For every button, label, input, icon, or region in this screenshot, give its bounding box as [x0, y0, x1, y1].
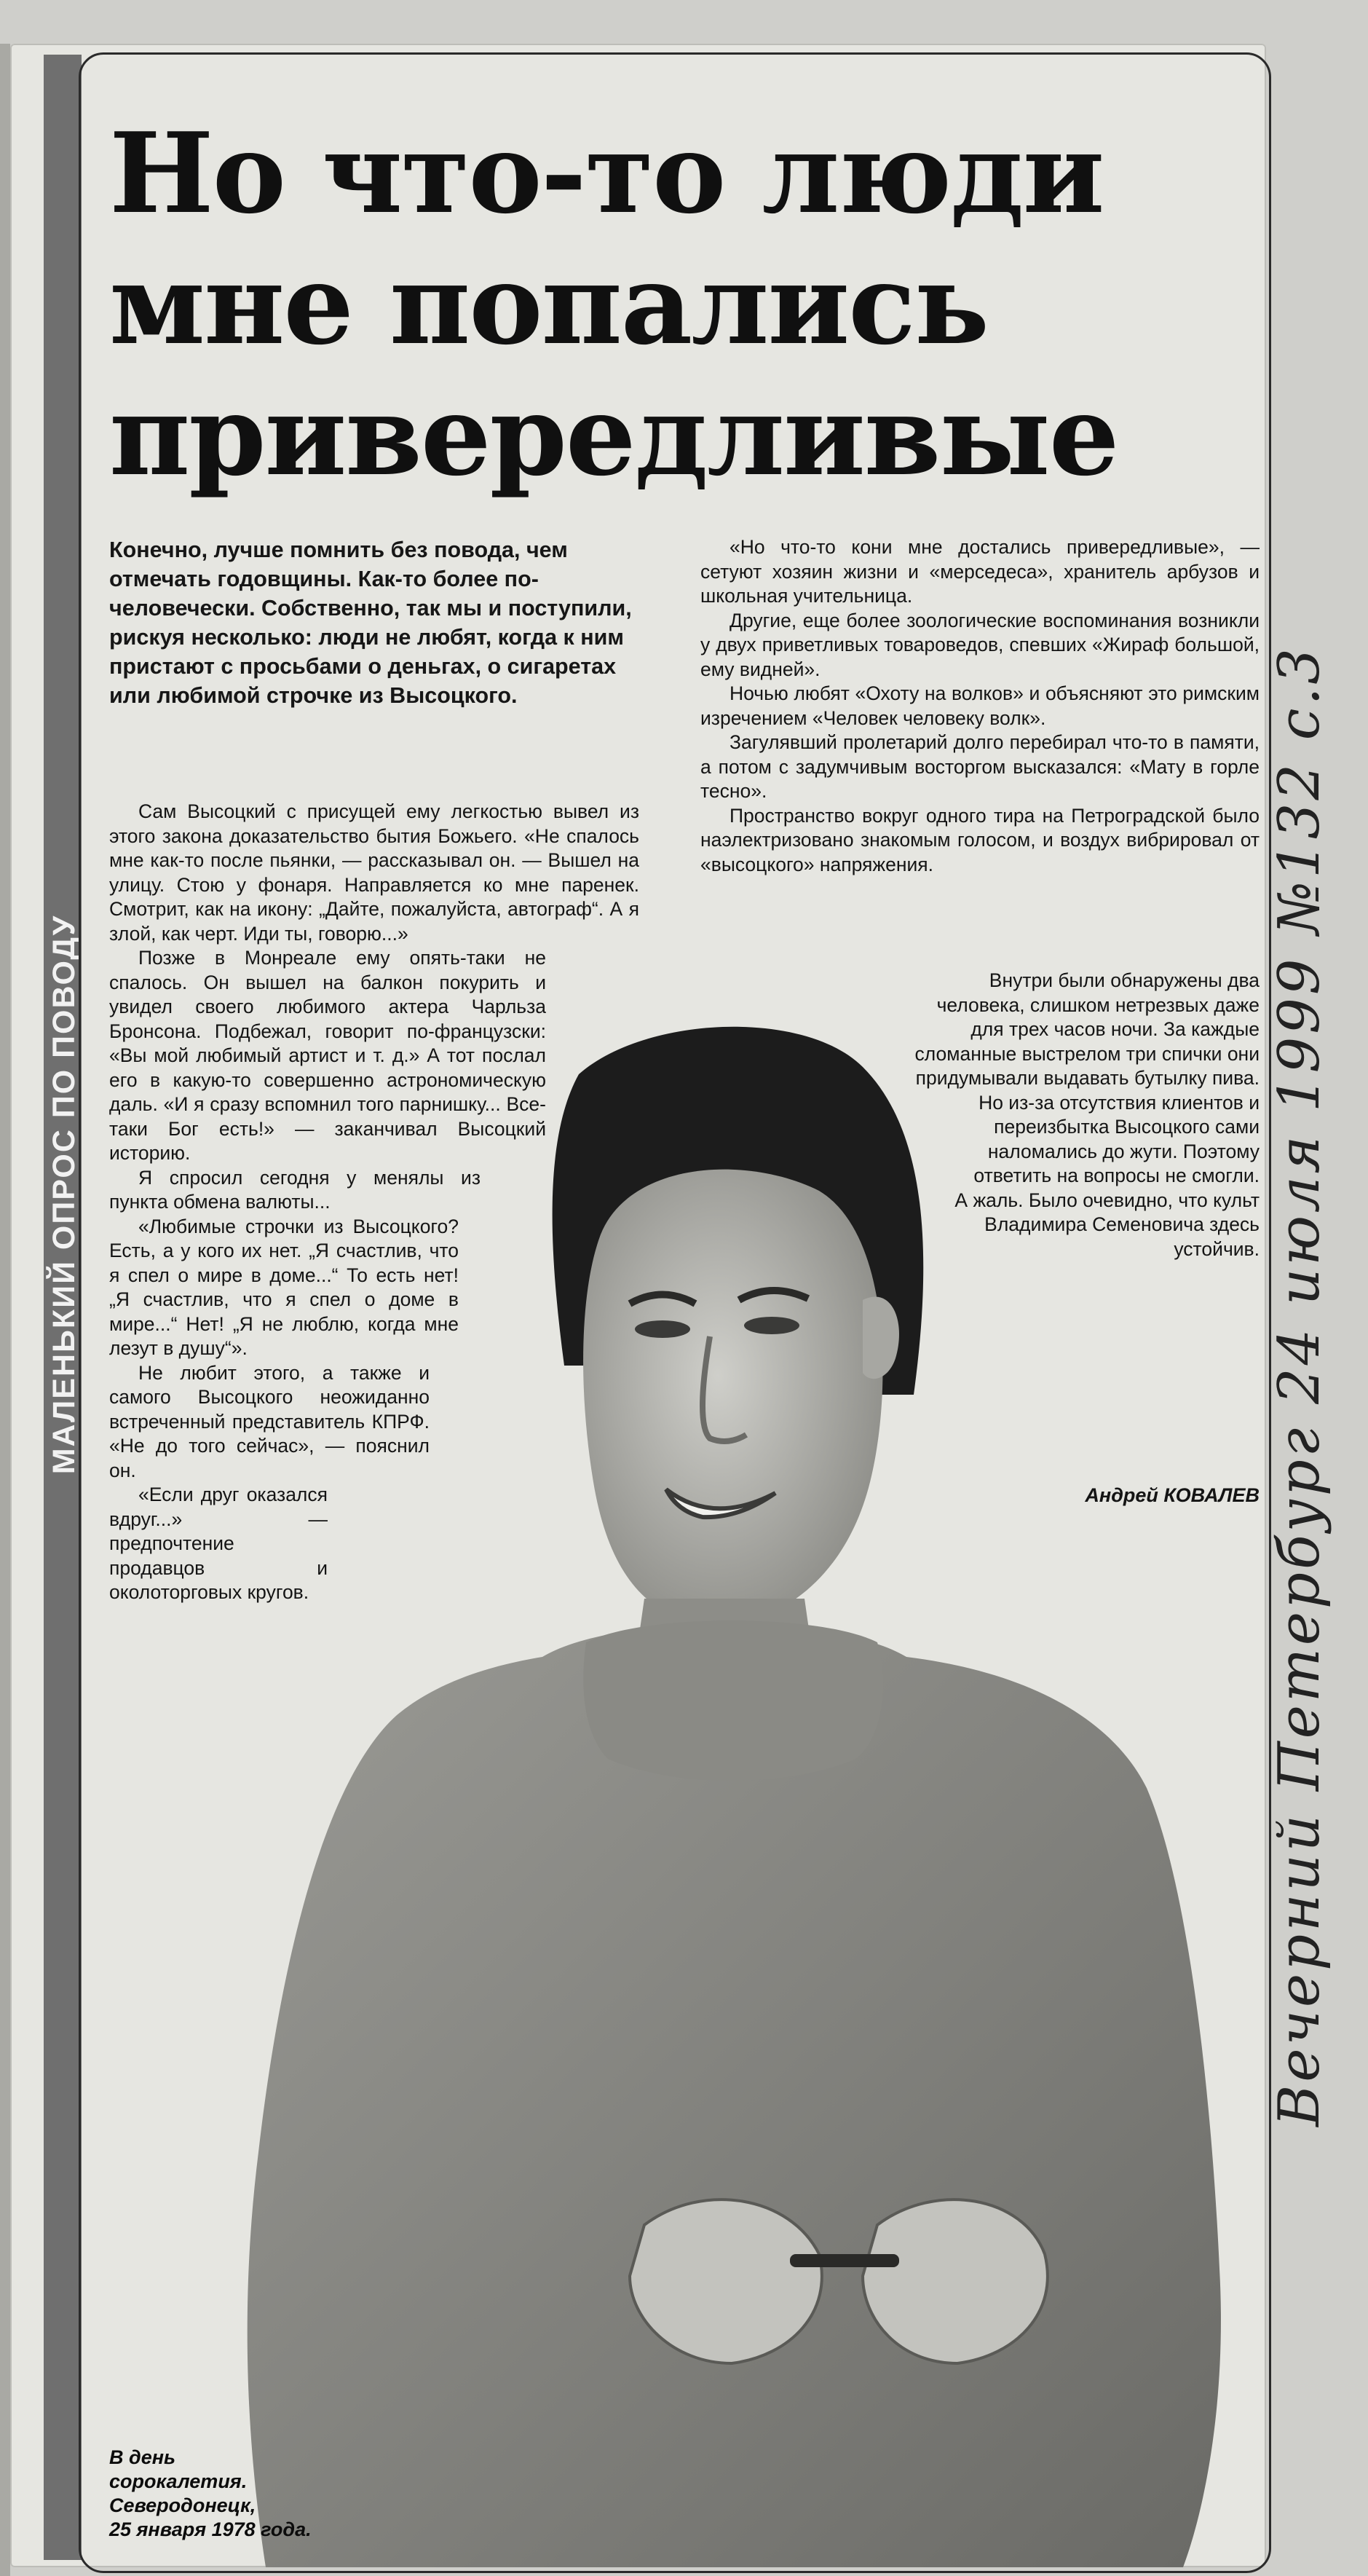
portrait-photo: [237, 1016, 1260, 2567]
paragraph: Позже в Монреале ему опять-таки не спалось. Он вышел на балкон покурить и увидел своего любимого актера Чарльза Бронсона. Подбежал, говорит по-французски: «Вы мой любимый артист и т. д.» А тот послал его в какую-то совершенно астрономическую даль. «И я сразу вспомнил того парнишку... Все-таки Бог есть!» — заканчивал Высоцкий историю.: [109, 947, 546, 1164]
paragraph: А жаль. Было очевидно, что культ Владимира Семеновича здесь устойчив.: [954, 1189, 1260, 1260]
rubric-strip-label: МАЛЕНЬКИЙ ОПРОС ПО ПОВОДУ: [47, 914, 82, 1475]
headline-line: привередливые: [109, 370, 1118, 500]
paragraph: Сам Высоцкий с присущей ему легкостью вывел из этого закона доказательство бытия Божьего. «Не спалось мне как-то после пьянки, — рассказывал он. — Вышел на улицу. Стою у фонаря. Направляется ко мне паренек. Смотрит, как на икону: „Дайте, пожалуйста, автограф“. А я злой, как черт. Иди ты, говорю...»: [109, 800, 639, 945]
paragraph: Пространство вокруг одного тира на Петроградской было наэлектризовано знакомым голосом, и воздух вибрировал от «высоцкого» напряжения.: [700, 804, 1260, 875]
eye-right: [744, 1317, 799, 1334]
paragraph: «Но что-то кони мне достались привередливые», — сетуют хозяин жизни и «мерседеса», хранитель арбузов и школьная учительница.: [700, 536, 1260, 607]
paragraph: Не любит этого, а также и самого Высоцкого неожиданно встреченный представитель КПРФ. «Не до того сейчас», — пояснил он.: [109, 1361, 430, 1481]
photo-caption: [109, 2446, 444, 2542]
paragraph: «Любимые строчки из Высоцкого? Есть, а у кого их нет. „Я счастлив, что я спел о мире в доме...“ То есть нет! „Я счастлив, что я спел о доме в мире...“ Нет! „Я не люблю, когда мне лезут в душу“».: [109, 1215, 459, 1359]
paragraph: Другие, еще более зоологические воспоминания возникли у двух приветливых товароведов, спевших «Жираф большой, ему видней».: [700, 609, 1260, 680]
paragraph: Загулявший пролетарий долго перебирал что-то в памяти, а потом с задумчивым восторгом высказался: «Мату в горле тесно».: [700, 731, 1260, 802]
turtleneck: [583, 1620, 883, 1781]
headline-line: мне попались: [109, 239, 988, 369]
scan-left-edge: [0, 44, 10, 2576]
caption-line: сорокалетия.: [109, 2470, 248, 2492]
caption-line: 25 января 1978 года.: [109, 2518, 312, 2540]
article-lead: Конечно, лучше помнить без повода, чем отмечать годовщины. Как-то более по-человечески. Собственно, так мы и поступили, рискуя несколько: люди не любят, когда к ним пристают с просьбами о деньгах, о сигаретах или любимой строчке из Высоцкого.: [109, 537, 632, 708]
held-object: [790, 2254, 899, 2267]
face: [583, 1170, 882, 1628]
headline-line: Но что-то люди: [109, 108, 1104, 238]
paragraph: Внутри были обнаружены два человека, слишком нетрезвых даже для трех часов ночи. За каждые сломанные выстрелом три спички они придумывали выдавать бутылку пива. Но из-за отсутствия клиентов и переизбытка Высоцкого сами наломались до жути. Поэтому ответить на вопросы не смогли.: [914, 969, 1260, 1186]
author-signature: Андрей КОВАЛЕВ: [1085, 1484, 1260, 1506]
caption-line: Северодонецк,: [109, 2494, 256, 2516]
handwritten-note: Вечерний Петербург 24 июля 1999 №132 с.3: [1267, 645, 1332, 2127]
paragraph: «Если друг оказался вдруг...» — предпочтение продавцов и околоторговых кругов.: [109, 1484, 328, 1603]
caption-line: В день: [109, 2446, 176, 2468]
paragraph: Я спросил сегодня у менялы из пункта обмена валюты...: [109, 1166, 481, 1213]
paragraph: Ночью любят «Охоту на волков» и объясняют это римским изречением «Человек человеку волк».: [700, 682, 1260, 729]
article-column-right: [700, 535, 1260, 877]
eye-left: [635, 1320, 690, 1338]
article-headline: [109, 108, 1245, 501]
